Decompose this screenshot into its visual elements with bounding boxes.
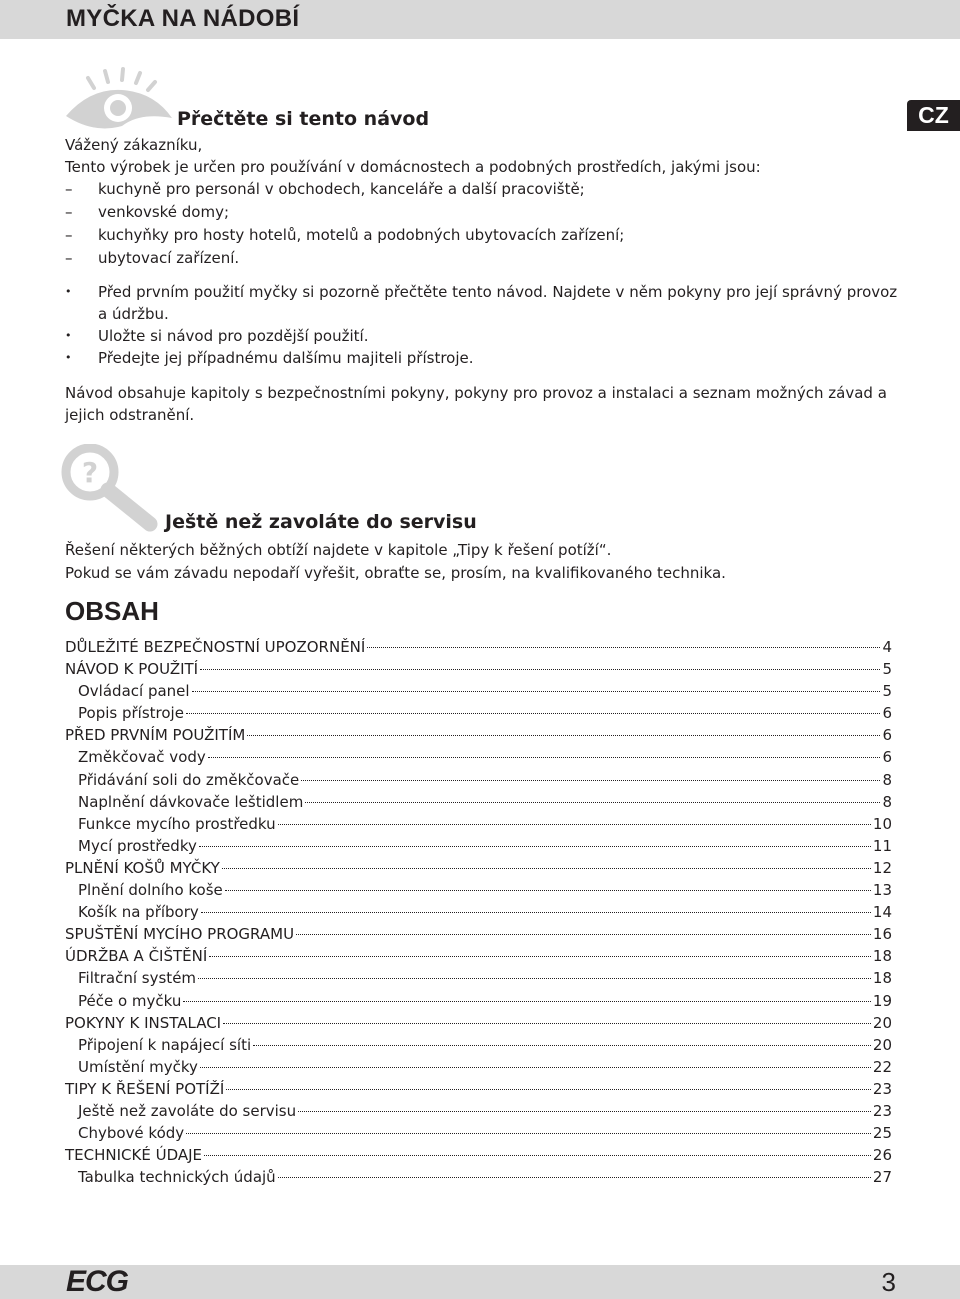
- toc-entry: [65, 1144, 892, 1166]
- toc-entry: [65, 1034, 892, 1056]
- toc-entry-page: 25: [872, 1124, 892, 1143]
- toc-entry-page: 12: [872, 858, 892, 877]
- toc-entry-page: 16: [872, 925, 892, 944]
- toc-entry-page: 14: [872, 903, 892, 922]
- toc-entry-title: TECHNICKÉ ÚDAJE: [65, 1146, 203, 1165]
- toc-entry-title: Umístění myčky: [78, 1057, 198, 1076]
- toc-entry-title: Ještě než zavoláte do servisu: [78, 1101, 297, 1120]
- toc-leader-dots: [199, 846, 871, 847]
- toc-leader-dots: [198, 978, 871, 979]
- toc-entry-page: 4: [882, 638, 892, 656]
- toc-entry-page: 20: [872, 1013, 892, 1032]
- toc-leader-dots: [296, 934, 871, 935]
- service-heading: Ještě než zavoláte do servisu: [165, 511, 477, 533]
- instructions-list: [65, 281, 905, 369]
- toc-entry: [65, 658, 892, 680]
- toc-entry: [65, 1012, 892, 1034]
- places-list: [65, 178, 895, 270]
- toc-entry-title: NÁVOD K POUŽITÍ: [65, 660, 199, 679]
- toc-entry: [65, 901, 892, 923]
- toc-entry: [65, 879, 892, 901]
- toc-entry-page: 20: [872, 1035, 892, 1054]
- toc-entry-title: Tabulka technických údajů: [78, 1168, 276, 1187]
- toc-entry-title: Ovládací panel: [78, 682, 190, 701]
- toc-leader-dots: [208, 757, 881, 758]
- toc-entry: [65, 769, 892, 791]
- toc-entry-page: 8: [882, 792, 892, 811]
- toc-leader-dots: [247, 735, 880, 736]
- intro-lead: Tento výrobek je určen pro používání v domácnostech a podobných prostředích, jakými jsou:: [65, 158, 761, 176]
- toc-leader-dots: [183, 1001, 871, 1002]
- toc-entry-title: SPUŠTĚNÍ MYCÍHO PROGRAMU: [65, 925, 295, 944]
- toc-entry-title: Mycí prostředky: [78, 836, 197, 855]
- toc-entry-title: POKYNY K INSTALACI: [65, 1013, 222, 1032]
- toc-entry: [65, 702, 892, 724]
- toc-entry: [65, 945, 892, 967]
- toc-entry-title: ÚDRŽBA A ČIŠTĚNÍ: [65, 947, 208, 966]
- toc-entry-page: 26: [872, 1146, 892, 1165]
- page-number: 3: [881, 1267, 896, 1297]
- toc-leader-dots: [305, 802, 880, 803]
- toc-leader-dots: [209, 956, 871, 957]
- toc-entry-page: 6: [882, 748, 892, 767]
- list-item: – kuchyňky pro hosty hotelů, motelů a podobných ubytovacích zařízení;: [65, 224, 895, 247]
- toc-leader-dots: [226, 1089, 871, 1090]
- toc-entry-title: Filtrační systém: [78, 969, 197, 988]
- toc-leader-dots: [186, 1133, 871, 1134]
- toc-entry-page: 13: [872, 881, 892, 900]
- list-item: • Uložte si návod pro pozdější použití.: [65, 325, 905, 347]
- toc-entry: [65, 1056, 892, 1078]
- toc-entry: [65, 857, 892, 879]
- toc-entry-page: 6: [882, 704, 892, 723]
- toc-entry-page: 6: [882, 726, 892, 745]
- toc-entry-title: Funkce mycího prostředku: [78, 814, 276, 833]
- intro-heading: Přečtěte si tento návod: [177, 108, 430, 130]
- toc-entry-page: 10: [872, 814, 892, 833]
- toc-entry-page: 27: [872, 1168, 892, 1187]
- service-line-1: Řešení některých běžných obtíží najdete v kapitole „Tipy k řešení potíží“.: [65, 541, 612, 559]
- toc-entry: [65, 724, 892, 746]
- toc-entry-title: Popis přístroje: [78, 704, 184, 723]
- toc-entry-page: 22: [872, 1057, 892, 1076]
- toc-entry: [65, 791, 892, 813]
- toc-entry: [65, 746, 892, 768]
- footer-bar: [0, 1265, 960, 1299]
- toc-entry: [65, 967, 892, 989]
- toc-title: OBSAH: [65, 596, 159, 626]
- toc-entry-page: 23: [872, 1101, 892, 1120]
- toc-entry: [65, 835, 892, 857]
- toc-leader-dots: [298, 1111, 871, 1112]
- toc-leader-dots: [253, 1045, 871, 1046]
- toc-leader-dots: [204, 1155, 871, 1156]
- toc-leader-dots: [200, 1067, 871, 1068]
- toc-leader-dots: [223, 1023, 871, 1024]
- intro-summary: Návod obsahuje kapitoly s bezpečnostními pokyny, pokyny pro provoz a instalaci a seznam možných závad a jejich odstranění.: [65, 384, 887, 424]
- list-item: – kuchyně pro personál v obchodech, kanceláře a další pracoviště;: [65, 178, 895, 201]
- toc-entry-title: TIPY K ŘEŠENÍ POTÍŽÍ: [65, 1079, 225, 1098]
- toc-entry-page: 5: [882, 660, 892, 679]
- toc-entry: [65, 1100, 892, 1122]
- page-title: MYČKA NA NÁDOBÍ: [66, 5, 300, 32]
- list-item: • Předejte jej případnému dalšímu majiteli přístroje.: [65, 347, 905, 369]
- toc-entry-page: 5: [882, 682, 892, 701]
- toc-entry-title: Přidávání soli do změkčovače: [78, 770, 300, 789]
- list-item: • Před prvním použití myčky si pozorně přečtěte tento návod. Najdete v něm pokyny pro její správný provoz a údržbu.: [65, 281, 905, 325]
- table-of-contents: [65, 636, 892, 1188]
- toc-leader-dots: [200, 669, 880, 670]
- toc-entry: [65, 990, 892, 1012]
- magnifier-question-icon: [58, 444, 168, 534]
- toc-entry-page: 11: [872, 836, 892, 855]
- toc-entry-title: Připojení k napájecí síti: [78, 1035, 252, 1054]
- toc-leader-dots: [225, 890, 871, 891]
- toc-entry: [65, 1122, 892, 1144]
- greeting: Vážený zákazníku,: [65, 136, 203, 154]
- toc-entry: [65, 1078, 892, 1100]
- toc-leader-dots: [192, 691, 881, 692]
- list-item: – ubytovací zařízení.: [65, 247, 895, 270]
- toc-leader-dots: [201, 912, 871, 913]
- toc-entry-title: DŮLEŽITÉ BEZPEČNOSTNÍ UPOZORNĚNÍ: [65, 638, 366, 656]
- ecg-logo: ECG: [66, 1265, 129, 1298]
- toc-entry-title: Plnění dolního koše: [78, 881, 223, 900]
- language-badge: CZ: [907, 100, 960, 131]
- toc-entry: [65, 680, 892, 702]
- toc-entry-title: PŘED PRVNÍM POUŽITÍM: [65, 726, 246, 745]
- toc-entry-title: Změkčovač vody: [78, 748, 206, 767]
- toc-entry-title: PLNĚNÍ KOŠŮ MYČKY: [65, 858, 220, 877]
- toc-entry-title: Chybové kódy: [78, 1124, 185, 1143]
- toc-leader-dots: [222, 868, 871, 869]
- toc-entry-title: Péče o myčku: [78, 991, 182, 1010]
- service-line-2: Pokud se vám závadu nepodaří vyřešit, obraťte se, prosím, na kvalifikovaného technika.: [65, 564, 726, 582]
- toc-entry-title: Naplnění dávkovače leštidlem: [78, 792, 304, 811]
- toc-entry: [65, 636, 892, 658]
- toc-leader-dots: [186, 713, 881, 714]
- toc-leader-dots: [278, 824, 871, 825]
- toc-entry-page: 8: [882, 770, 892, 789]
- list-item: – venkovské domy;: [65, 201, 895, 224]
- toc-leader-dots: [301, 780, 880, 781]
- toc-entry: [65, 923, 892, 945]
- toc-leader-dots: [367, 647, 880, 648]
- toc-entry-title: Košík na příbory: [78, 903, 199, 922]
- toc-entry-page: 19: [872, 991, 892, 1010]
- toc-entry-page: 23: [872, 1079, 892, 1098]
- toc-entry-page: 18: [872, 969, 892, 988]
- toc-leader-dots: [278, 1177, 871, 1178]
- svg-text:?: ?: [81, 456, 99, 489]
- toc-entry-page: 18: [872, 947, 892, 966]
- toc-entry: [65, 813, 892, 835]
- toc-entry: [65, 1166, 892, 1188]
